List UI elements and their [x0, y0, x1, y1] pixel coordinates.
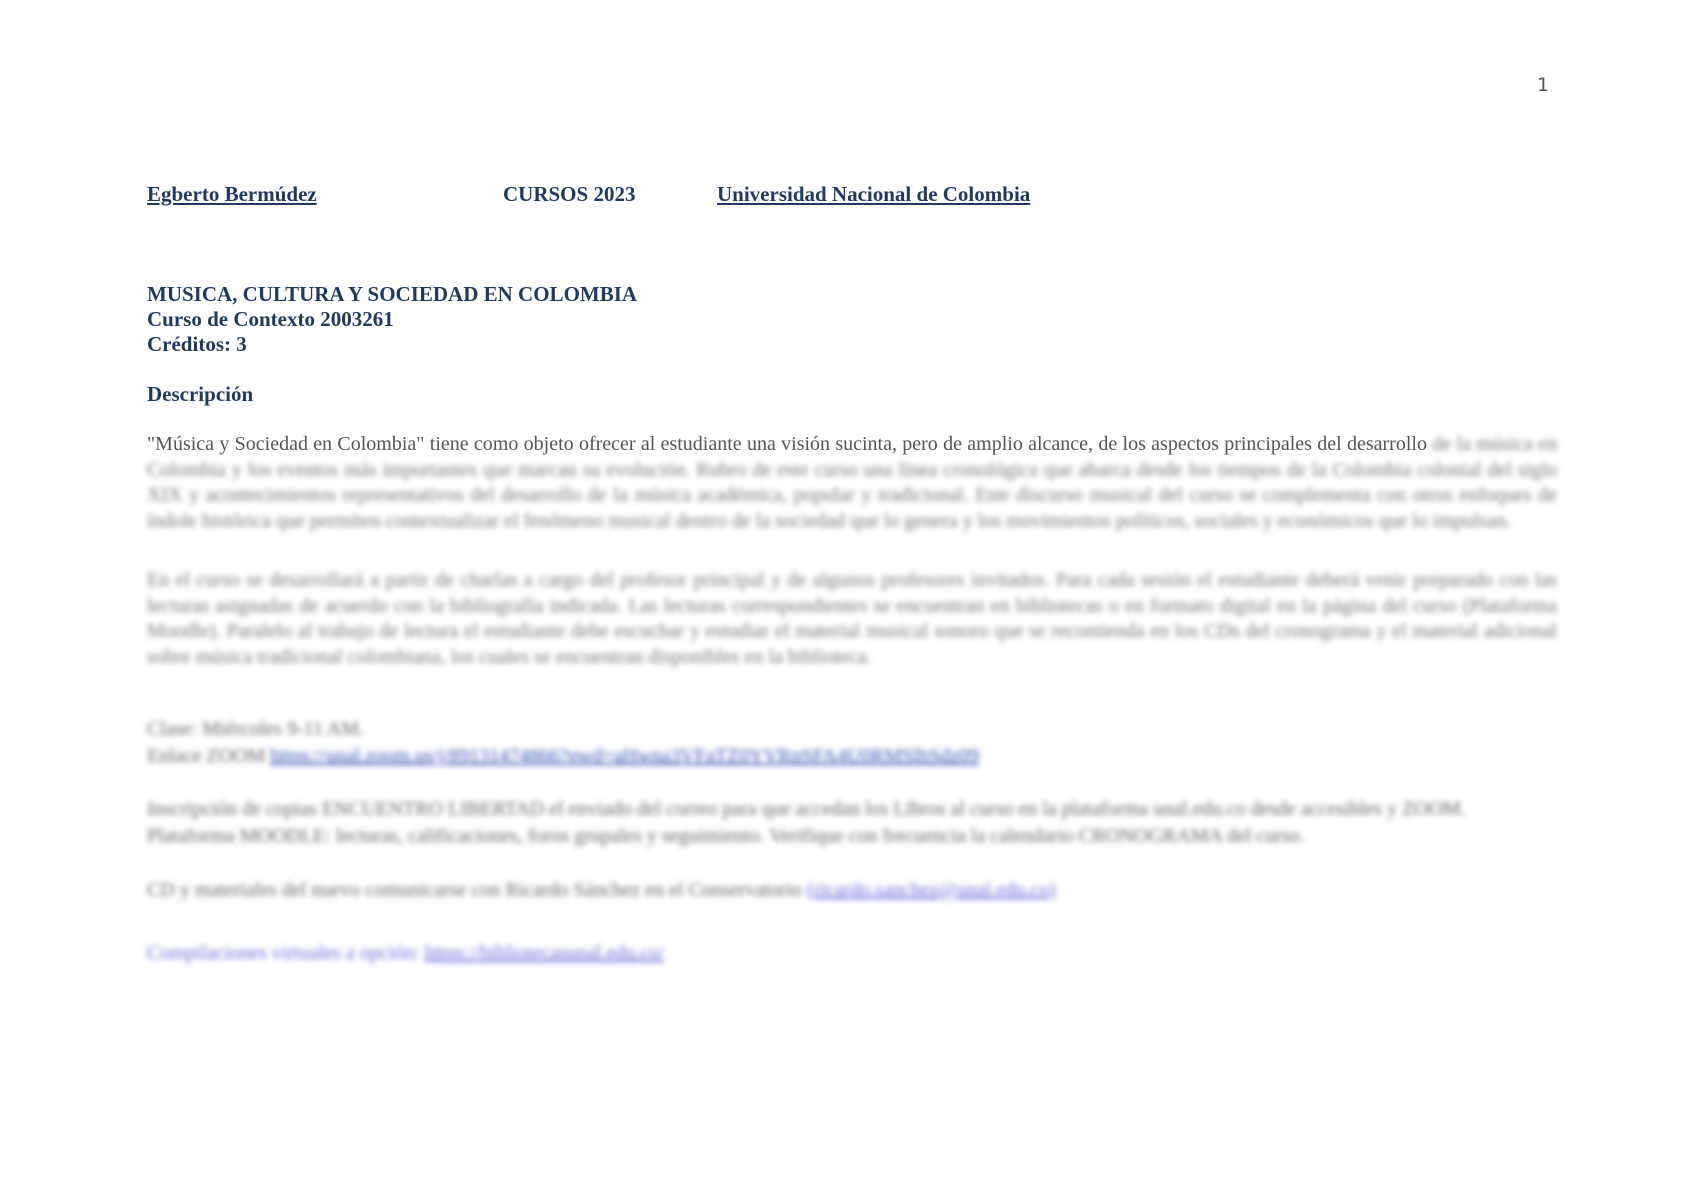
zoom-line	[147, 743, 1557, 770]
platform-note: Plataforma MOODLE: lecturas, calificaciones, foros grupales y seguimiento. Verifique con frecuencia la calendario CRONOGRAMA del curso.	[147, 825, 1305, 847]
description-rest: de la música en Colombia y los eventos más importantes que marcan su evolución. Rubro de este curso una línea cronológica que abarca desde los tiempos de la Colombia colonial del siglo XIX y acontecimientos representativos del desarrollo de la música académica, popular y tradicional. Este discurso musical del curso se complementa con otros enfoques de índole histórica que permiten contextualizar el fenómeno musical dentro de la sociedad que lo genera y los movimientos políticos, sociales y económicos que lo impulsan.	[147, 433, 1557, 532]
page-number: 1	[1537, 74, 1550, 96]
document-header	[147, 182, 1547, 212]
description-first-line: "Música y Sociedad en Colombia" tiene como objeto ofrecer al estudiante una visión sucinta, pero de amplio alcance, de los aspectos principales del desarrollo	[147, 433, 1427, 455]
moodle-note: Inscripción de copias ENCUENTRO LIBERTAD el enviado del correo para que accedan los Libros al curso en la plataforma unal.edu.co desde accesibles y ZOOM.	[147, 798, 1466, 820]
class-schedule: Clase: Miércoles 9-11 AM.	[147, 718, 365, 740]
university-name: Universidad Nacional de Colombia	[717, 182, 1031, 206]
schedule-block	[147, 716, 1557, 770]
contact-block	[147, 877, 1557, 904]
platform-block	[147, 796, 1557, 850]
zoom-link[interactable]: https://unal.zoom.us/j/89131474866?pwd=aHwna3VFaTZ0YVRnSFA4U0RMSlhSdz09	[270, 745, 979, 767]
description-paragraph-1	[147, 432, 1557, 534]
description-heading: Descripción	[147, 382, 254, 406]
courses-year: CURSOS 2023	[503, 182, 636, 206]
author-name: Egberto Bermúdez	[147, 182, 317, 206]
compilation-label: Compilaciones virtuales a opción:	[147, 942, 420, 964]
course-title-block	[147, 282, 1047, 357]
description-paragraph-2: En el curso se desarrollará a partir de charlas a cargo del profesor principal y de algunos profesores invitados. Para cada sesión el estudiante deberá venir preparado con las lecturas asignadas de acuerdo con la bibliografía indicada. Las lecturas correspondientes se encuentran en bibliotecas o en formato digital en la página del curso (Plataforma Moodle). Paralelo al trabajo de lectura el estudiante debe escuchar y estudiar el material musical sonoro que se recomienda en los CDs del cronograma y el material adicional sobre música tradicional colombiana, los cuales se encuentran disponibles en la biblioteca.	[147, 569, 1557, 668]
zoom-label: Enlace ZOOM	[147, 745, 266, 767]
course-credits: Créditos: 3	[147, 332, 247, 356]
course-title: MUSICA, CULTURA Y SOCIEDAD EN COLOMBIA	[147, 282, 638, 306]
compilation-block	[147, 940, 1557, 967]
contact-text: CD y materiales del nuevo comunicarse con Ricardo Sánchez en el Conservatorio	[147, 879, 802, 901]
contact-email-link[interactable]: (ricardo.sanchez@unal.edu.co)	[806, 879, 1056, 901]
compilation-link[interactable]: https://bibliotecasunal.edu.co/	[424, 942, 665, 964]
course-code: Curso de Contexto 2003261	[147, 307, 394, 331]
